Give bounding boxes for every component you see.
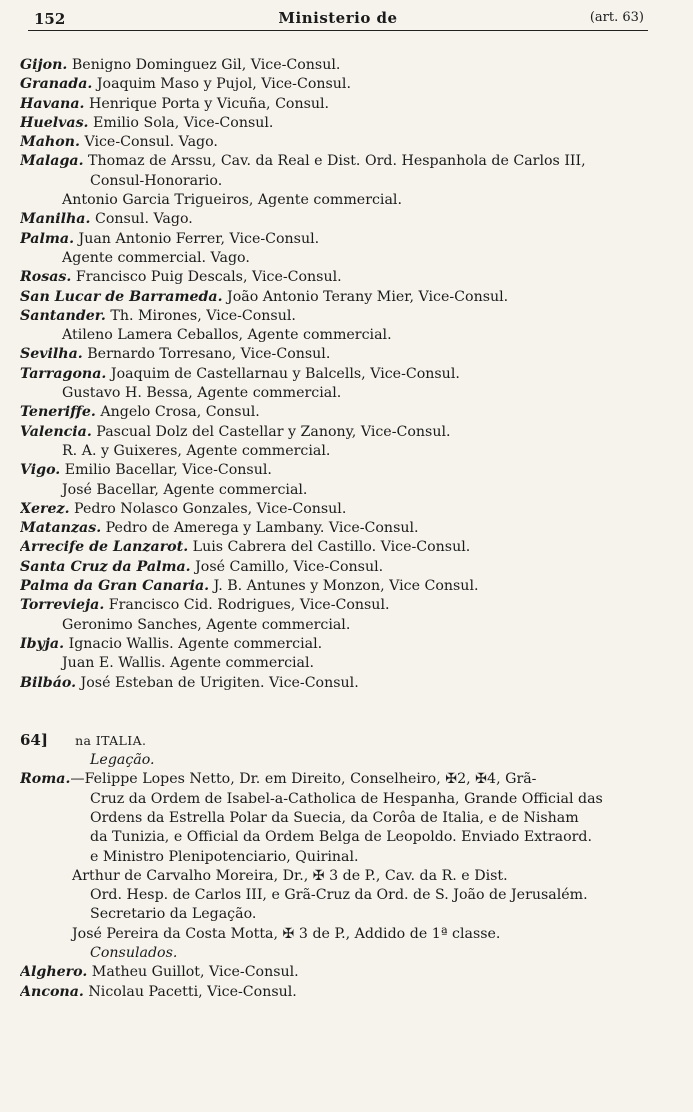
city-name: Arrecife de Lanzarot. xyxy=(20,539,189,556)
carvalho-line: Ord. Hesp. de Carlos III, e Grã-Cruz da Ord. de S. João de Jerusalém. xyxy=(90,887,588,904)
consulate-entry xyxy=(20,558,670,577)
consulados-heading: Consulados. xyxy=(90,945,178,962)
entry-text: Emilio Sola, Vice-Consul. xyxy=(88,114,274,131)
city-name: Granada. xyxy=(20,76,93,93)
italy-consulates xyxy=(20,963,670,1002)
agent-entry: Gustavo H. Bessa, Agente commercial. xyxy=(62,385,342,402)
roma-line: da Tunizia, e Official da Ordem Belga de Leopoldo. Enviado Extraord. xyxy=(90,829,593,846)
consulate-entry xyxy=(20,230,670,249)
city-name: Havana. xyxy=(20,95,85,112)
city-name: Vigo. xyxy=(20,462,61,479)
entry-text: Consul. Vago. xyxy=(90,211,193,228)
consulate-entry xyxy=(20,56,670,75)
section-label: na ITALIA. xyxy=(75,732,147,748)
consulate-entry xyxy=(20,365,670,384)
entry-text: Pedro de Amerega y Lambany. Vice-Consul. xyxy=(101,520,419,537)
consulate-entry xyxy=(20,114,670,133)
entry-text: Francisco Cid. Rodrigues, Vice-Consul. xyxy=(104,597,390,614)
consulate-entry xyxy=(20,268,670,287)
entry-text: Vice-Consul. Vago. xyxy=(79,134,218,151)
agent-entry: R. A. y Guixeres, Agente commercial. xyxy=(62,442,331,459)
city-name: Santander. xyxy=(20,307,106,324)
carvalho-line: Secretario da Legação. xyxy=(90,906,257,923)
city-name: Mahon. xyxy=(20,134,80,151)
consulate-entry xyxy=(20,963,670,982)
city-name: Bilbáo. xyxy=(20,674,77,691)
city-name: Manilha. xyxy=(20,211,91,228)
motta-line: José Pereira da Costa Motta, ✠ 3 de P., Addido de 1ª classe. xyxy=(72,925,501,942)
consulate-entry xyxy=(20,307,670,326)
roma-line: Cruz da Ordem de Isabel-a-Catholica de Hespanha, Grande Official das xyxy=(90,790,603,807)
agent-entry: Agente commercial. Vago. xyxy=(62,249,250,266)
entry-text: Bernardo Torresano, Vice-Consul. xyxy=(82,346,331,363)
city-name: Alghero. xyxy=(20,964,88,981)
consulate-entry xyxy=(20,674,670,693)
city-name: Valencia. xyxy=(20,423,92,440)
entry-text: J. B. Antunes y Monzon, Vice Consul. xyxy=(209,578,479,595)
city-name: San Lucar de Barrameda. xyxy=(20,288,223,305)
city-name: Ibyja. xyxy=(20,635,65,652)
entry-text: João Antonio Terany Mier, Vice-Consul. xyxy=(222,288,509,305)
article-reference: (art. 63) xyxy=(589,10,644,25)
entry-text: Francisco Puig Descals, Vice-Consul. xyxy=(71,269,342,286)
city-name: Gijon. xyxy=(20,57,68,73)
city-name: Santa Cruz da Palma. xyxy=(20,558,191,575)
section-number: 64] xyxy=(20,730,48,749)
city-name: Huelvas. xyxy=(20,114,89,131)
consulate-entry xyxy=(20,75,670,94)
city-name: Malaga. xyxy=(20,153,84,170)
city-name: Tarragona. xyxy=(20,365,107,382)
consulate-entry xyxy=(20,538,670,557)
entry-text: Thomaz de Arssu, Cav. da Real e Dist. Ord. Hespanhola de Carlos III, xyxy=(83,153,586,170)
consulate-entry xyxy=(20,461,670,480)
city-name: Rosas. xyxy=(20,269,72,286)
agent-entry: Atileno Lamera Ceballos, Agente commercial. xyxy=(62,327,392,344)
consulate-entry xyxy=(20,152,670,171)
entry-text: Benigno Dominguez Gil, Vice-Consul. xyxy=(67,57,341,73)
city-name: Matanzas. xyxy=(20,520,102,537)
consulate-entry xyxy=(20,519,670,538)
italy-section-heading xyxy=(20,731,670,751)
entry-text: Luis Cabrera del Castillo. Vice-Consul. xyxy=(188,539,471,556)
city-name: Teneriffe. xyxy=(20,404,96,421)
entry-text: Angelo Crosa, Consul. xyxy=(95,404,260,421)
consulate-entry xyxy=(20,345,670,364)
legation-heading: Legação. xyxy=(90,752,155,769)
city-name: Sevilha. xyxy=(20,346,83,363)
entry-text: Pascual Dolz del Castellar y Zanony, Vice-Consul. xyxy=(91,423,451,440)
entry-text: Ignacio Wallis. Agente commercial. xyxy=(64,635,323,652)
entry-text: Matheu Guillot, Vice-Consul. xyxy=(87,964,299,981)
entry-continuation: Consul-Honorario. xyxy=(90,172,223,189)
consulate-entry xyxy=(20,403,670,422)
section-gap xyxy=(20,693,670,712)
roma-line: Ordens da Estrella Polar da Suecia, da Corôa de Italia, e de Nisham xyxy=(90,809,579,826)
agent-entry: Juan E. Wallis. Agente commercial. xyxy=(62,655,315,672)
consulate-entry xyxy=(20,95,670,114)
consulate-entry xyxy=(20,577,670,596)
agent-entry: Antonio Garcia Trigueiros, Agente commercial. xyxy=(62,192,402,209)
page-title: Ministerio de xyxy=(278,9,398,27)
entry-text: Joaquim de Castellarnau y Balcells, Vice-Consul. xyxy=(106,365,460,382)
consulate-entry xyxy=(20,288,670,307)
entry-text: Joaquim Maso y Pujol, Vice-Consul. xyxy=(92,76,351,93)
consular-list xyxy=(20,56,670,1002)
entry-text: Emilio Bacellar, Vice-Consul. xyxy=(60,462,272,479)
entry-text: Nicolau Pacetti, Vice-Consul. xyxy=(83,983,297,1000)
entry-text: Henrique Porta y Vicuña, Consul. xyxy=(84,95,330,112)
consulate-entry xyxy=(20,500,670,519)
city-name: Palma. xyxy=(20,230,75,247)
city-name: Torrevieja. xyxy=(20,597,105,614)
consulate-entry xyxy=(20,635,670,654)
entry-text: José Camillo, Vice-Consul. xyxy=(190,558,384,575)
section-gap xyxy=(20,712,670,731)
consulate-entry xyxy=(20,210,670,229)
entry-text: Juan Antonio Ferrer, Vice-Consul. xyxy=(74,230,320,247)
consulate-entry xyxy=(20,596,670,615)
consulate-entry xyxy=(20,423,670,442)
agent-entry: José Bacellar, Agente commercial. xyxy=(62,481,308,498)
city-name: Palma da Gran Canaria. xyxy=(20,578,210,595)
roma-entry xyxy=(20,770,670,789)
roma-line: —Felippe Lopes Netto, Dr. em Direito, Conselheiro, ✠2, ✠4, Grã- xyxy=(70,771,537,788)
city-name: Roma. xyxy=(20,771,71,788)
city-name: Ancona. xyxy=(20,983,84,1000)
entry-text: Pedro Nolasco Gonzales, Vice-Consul. xyxy=(69,500,347,517)
city-name: Xerez. xyxy=(20,500,70,517)
roma-line: e Ministro Plenipotenciario, Quirinal. xyxy=(90,848,359,865)
carvalho-line: Arthur de Carvalho Moreira, Dr., ✠ 3 de P., Cav. da R. e Dist. xyxy=(72,867,508,884)
entry-text: Th. Mirones, Vice-Consul. xyxy=(105,307,296,324)
page-header xyxy=(28,8,648,31)
consulate-entry xyxy=(20,983,670,1002)
agent-entry: Geronimo Sanches, Agente commercial. xyxy=(62,616,351,633)
entry-text: José Esteban de Urigiten. Vice-Consul. xyxy=(76,674,359,691)
spain-consulates xyxy=(20,56,670,693)
page-number: 152 xyxy=(34,10,66,28)
consulate-entry xyxy=(20,133,670,152)
